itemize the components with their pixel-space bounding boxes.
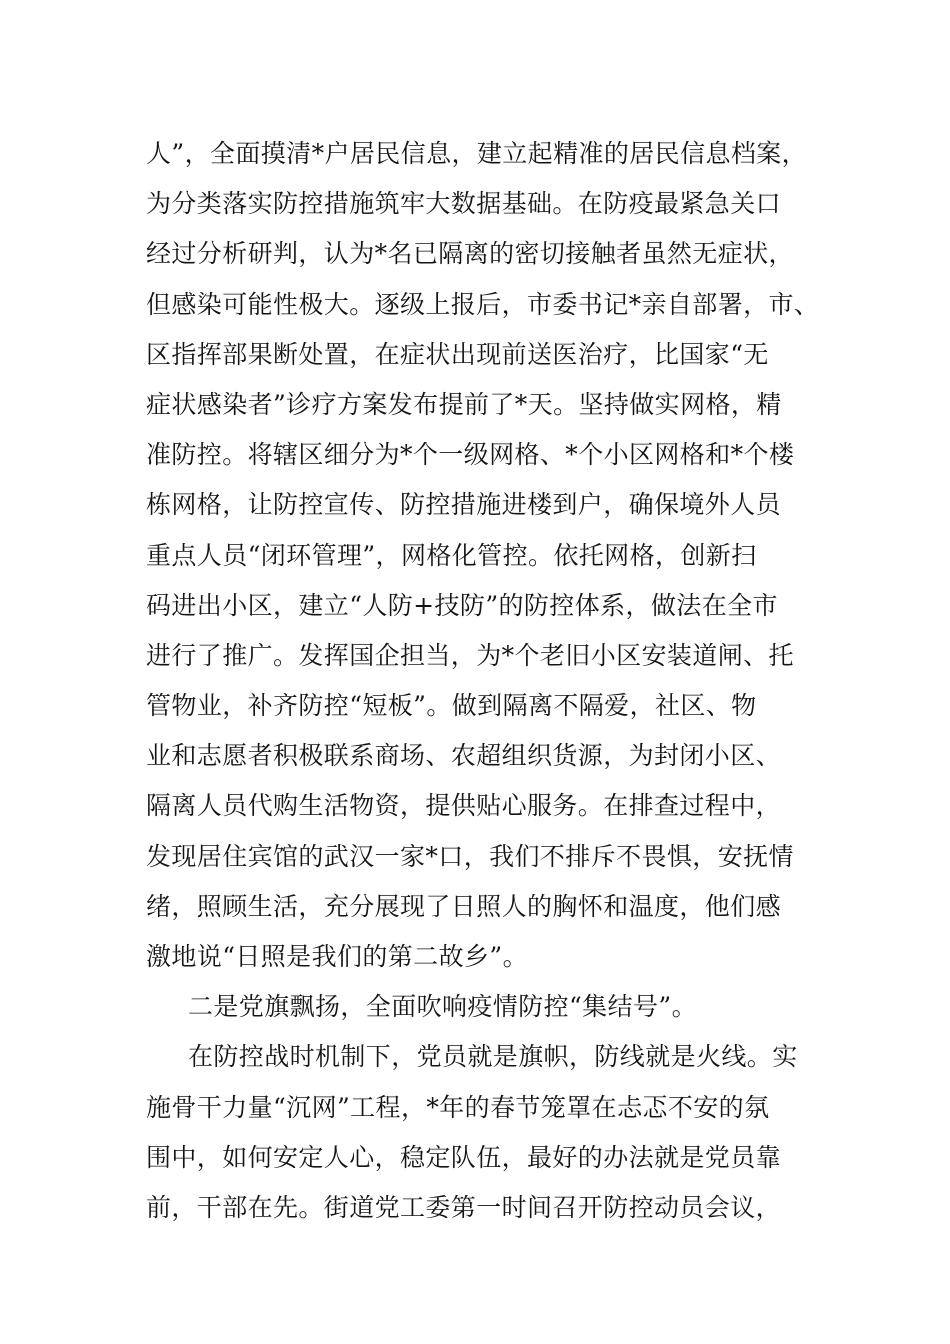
text-line: 症状感染者”诊疗方案发布提前了*天。坚持做实网格，精 (146, 389, 782, 419)
text-line: 经过分析研判，认为*名已隔离的密切接触者虽然无症状， (146, 239, 794, 269)
text-line: 准防控。将辖区细分为*个一级网格、*个小区网格和*个楼 (146, 440, 795, 470)
text-line: 人”，全面摸清*户居民信息，建立起精准的居民信息档案， (146, 139, 808, 168)
text-line: 激地说“日照是我们的第二故乡”。 (146, 942, 528, 971)
text-line: 二是党旗飘扬，全面吹响疫情防控“集结号”。 (188, 992, 697, 1022)
text-line: 码进出小区，建立“人防+技防”的防控体系，做法在全市 (146, 590, 778, 620)
text-line: 发现居住宾馆的武汉一家*口，我们不排斥不畏惧，安抚情 (146, 841, 794, 871)
text-line: 但感染可能性极大。逐级上报后，市委书记*亲自部署，市、 (146, 289, 820, 319)
text-line: 隔离人员代购生活物资，提供贴心服务。在排查过程中， (146, 791, 782, 821)
document-body (146, 129, 826, 1233)
text-line: 重点人员“闭环管理”，网格化管控。依托网格，创新扫 (146, 540, 757, 570)
text-line: 区指挥部果断处置，在症状出现前送医治疗，比国家“无 (146, 339, 769, 369)
text-line: 管物业，补齐防控“短板”。做到隔离不隔爱，社区、物 (146, 691, 757, 721)
text-line: 为分类落实防控措施筑牢大数据基础。在防疫最紧急关口 (146, 189, 782, 219)
text-line: 在防控战时机制下，党员就是旗帜，防线就是火线。实 (188, 1042, 798, 1072)
text-line: 进行了推广。发挥国企担当，为*个老旧小区安装道闸、托 (146, 640, 794, 670)
text-line: 围中，如何安定人心，稳定队伍，最好的办法就是党员靠 (146, 1142, 782, 1172)
text-line: 栋网格，让防控宣传、防控措施进楼到户，确保境外人员 (146, 490, 782, 520)
text-line: 施骨干力量“沉网”工程，*年的春节笼罩在忐忑不安的氛 (146, 1092, 770, 1122)
text-line: 业和志愿者积极联系商场、农超组织货源，为封闭小区、 (146, 741, 782, 771)
text-line: 绪，照顾生活，充分展现了日照人的胸怀和温度，他们感 (146, 891, 782, 921)
text-line: 前，干部在先。街道党工委第一时间召开防控动员会议， (146, 1192, 782, 1222)
